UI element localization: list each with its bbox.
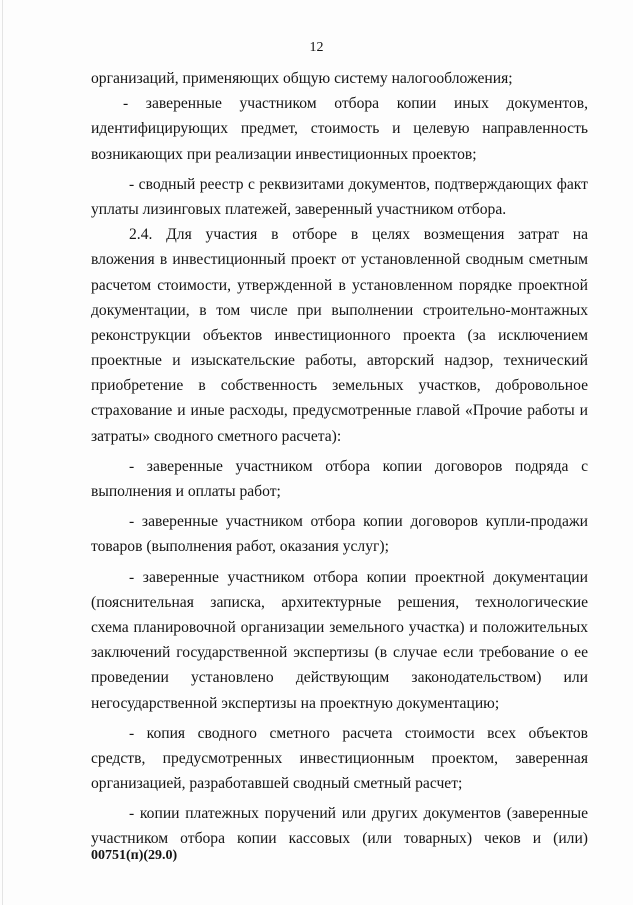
text-line: - заверенные участником отбора копии иных документов,: [123, 95, 588, 113]
text-line: документации, в том числе при выполнении строительно-монтажных: [91, 301, 588, 319]
text-line: организацией, разработавшей сводный сметный расчет;: [91, 775, 463, 793]
footer-code: 00751(п)(29.0): [91, 848, 178, 863]
text-line: участником отбора копии кассовых (или товарных) чеков и (или): [91, 830, 588, 848]
text-line: заключений государственной экспертизы (в случае если требование о ее: [91, 644, 588, 662]
text-line: реконструкции объектов инвестиционного проекта (за исключением: [91, 326, 588, 344]
text-line: (пояснительная записка, архитектурные решения, технологические: [91, 593, 588, 611]
text-line: - копии платежных поручений или других документов (заверенные: [129, 805, 588, 823]
text-line: - заверенные участником отбора копии проектной документации: [129, 568, 588, 586]
text-line: - сводный реестр с реквизитами документов, подтверждающих факт: [129, 175, 588, 193]
text-line: затраты» сводного сметного расчета):: [91, 427, 342, 445]
text-line: выполнения и оплаты работ;: [91, 483, 281, 500]
text-line: 2.4. Для участия в отборе в целях возмещения затрат на: [129, 226, 588, 244]
text-line: страхование и иные расходы, предусмотренные главой «Прочие работы и: [91, 402, 588, 420]
document-body: [91, 66, 588, 852]
text-line: - заверенные участником отбора копии договоров подряда с: [129, 457, 588, 475]
scan-edge: [2, 0, 3, 905]
text-line: негосударственной экспертизы на проектную документацию;: [91, 694, 500, 712]
text-line: идентифицирующих предмет, стоимость и целевую направленность: [91, 120, 588, 138]
text-line: средств, предусмотренных инвестиционным проектом, заверенная: [91, 749, 588, 767]
text-line: схема планировочной организации земельного участка) и положительных: [91, 618, 588, 636]
text-line: товаров (выполнения работ, оказания услуг);: [91, 538, 389, 556]
text-line: возникающих при реализации инвестиционных проектов;: [91, 145, 477, 163]
text-line: - копия сводного сметного расчета стоимости всех объектов: [129, 724, 588, 742]
page-number: 12: [309, 40, 324, 55]
text-line: приобретение в собственность земельных участков, добровольное: [91, 377, 588, 395]
text-line: расчетом стоимости, утвержденной в установленном порядке проектной: [91, 276, 588, 294]
text-line: проведении установлено действующим законодательством) или: [91, 669, 588, 687]
text-line: организаций, применяющих общую систему налогообложения;: [91, 70, 513, 87]
text-line: уплаты лизинговых платежей, заверенный участником отбора.: [91, 200, 507, 218]
text-line: вложения в инвестиционный проект от установленной сводным сметным: [91, 251, 588, 269]
text-line: проектные и изыскательские работы, авторский надзор, технический: [91, 352, 588, 370]
text-line: - заверенные участником отбора копии договоров купли-продажи: [129, 513, 588, 531]
